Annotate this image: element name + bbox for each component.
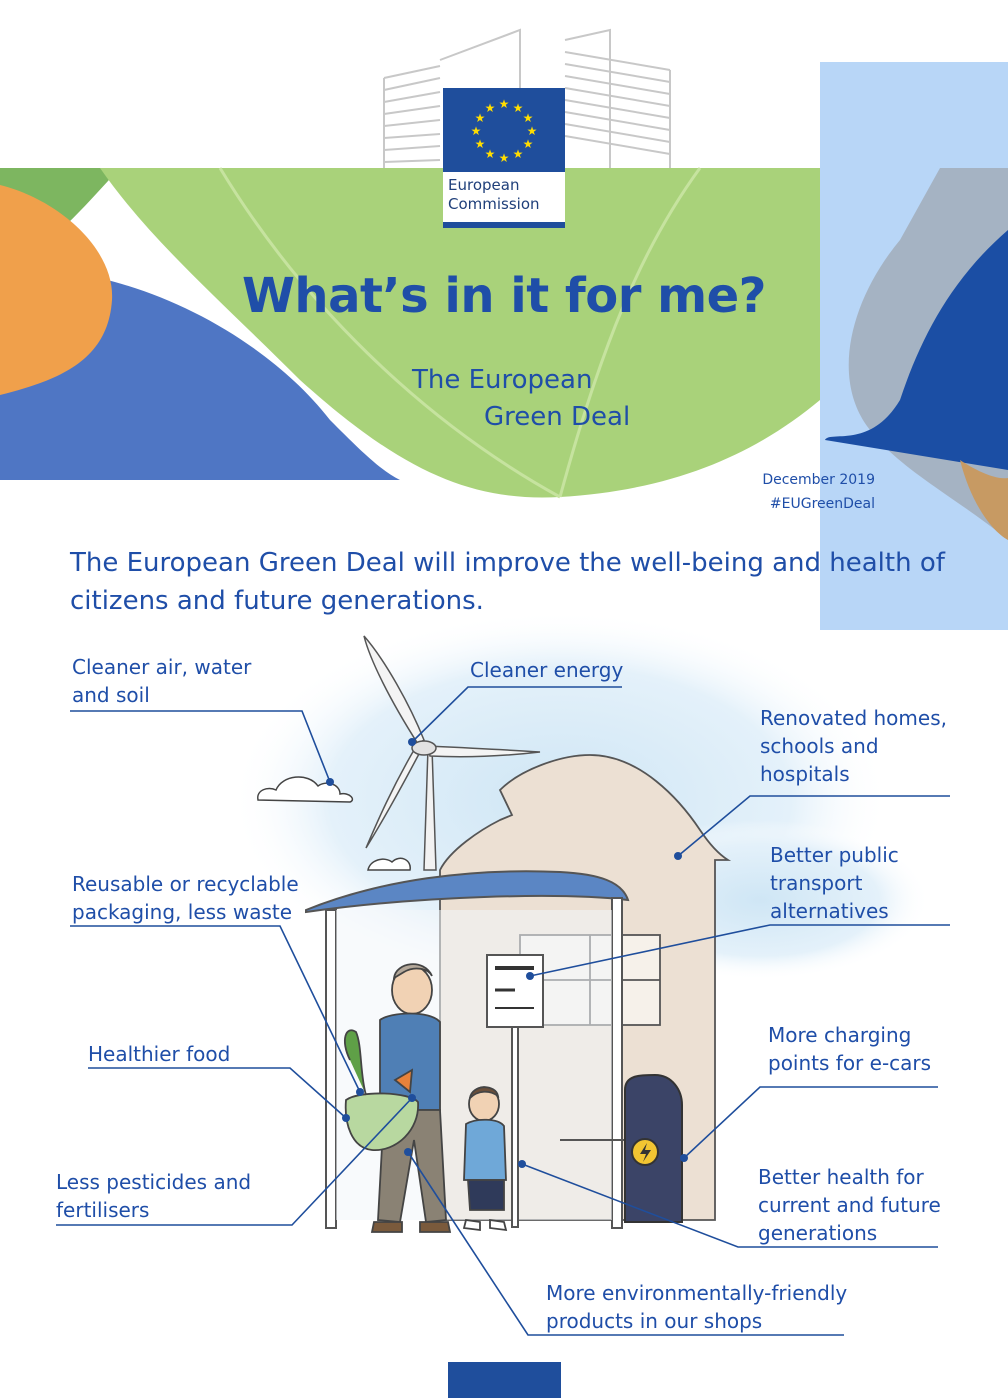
benefit-energy-line: Cleaner energy <box>470 658 624 682</box>
benefit-homes <box>760 704 947 788</box>
benefit-homes-line: schools and <box>760 734 879 758</box>
subtitle-line1: The European <box>412 365 593 395</box>
svg-text:★: ★ <box>484 147 496 161</box>
charging-station-illustration <box>625 1075 682 1222</box>
svg-text:★: ★ <box>470 124 482 138</box>
svg-text:★: ★ <box>512 147 524 161</box>
org-name-line2: Commission <box>448 195 540 213</box>
benefit-pesticides-line: fertilisers <box>56 1198 150 1222</box>
benefit-energy <box>470 656 623 684</box>
benefit-packaging-line: Reusable or recyclable <box>72 872 299 896</box>
benefit-food <box>88 1040 230 1068</box>
svg-text:★: ★ <box>474 137 486 151</box>
svg-text:★: ★ <box>498 97 510 111</box>
benefit-homes-line: Renovated homes, <box>760 706 947 730</box>
logo-underline <box>443 222 565 228</box>
intro-text: The European Green Deal will improve the well-being and health of citizens and future generations. <box>70 548 945 616</box>
svg-text:★: ★ <box>474 111 486 125</box>
benefit-health-line: current and future <box>758 1193 941 1217</box>
org-name-line1: European <box>448 176 520 194</box>
benefit-charging-line: More charging <box>768 1023 912 1047</box>
benefit-health-line: generations <box>758 1221 878 1245</box>
footer-bar <box>448 1362 561 1398</box>
svg-text:★: ★ <box>522 137 534 151</box>
benefit-charging <box>768 1021 931 1077</box>
subtitle-line2: Green Deal <box>484 402 631 432</box>
page-title: What’s in it for me? <box>241 268 767 324</box>
benefit-air-line: Cleaner air, water <box>72 655 252 679</box>
benefit-products-line: products in our shops <box>546 1309 763 1333</box>
benefit-homes-line: hospitals <box>760 762 850 786</box>
benefit-charging-line: points for e-cars <box>768 1051 932 1075</box>
svg-text:★: ★ <box>484 101 496 115</box>
benefit-transport-line: alternatives <box>770 899 889 923</box>
benefit-packaging <box>72 870 299 926</box>
svg-text:★: ★ <box>498 151 510 165</box>
benefit-pesticides <box>56 1168 251 1224</box>
publication-date: December 2019 <box>762 472 875 488</box>
benefit-air-line: and soil <box>72 683 150 707</box>
benefit-air <box>72 653 251 709</box>
svg-text:★: ★ <box>512 101 524 115</box>
svg-text:★: ★ <box>522 111 534 125</box>
leader-food <box>88 1068 346 1118</box>
benefit-health-line: Better health for <box>758 1165 924 1189</box>
benefit-transport-line: transport <box>770 871 863 895</box>
hashtag: #EUGreenDeal <box>769 496 875 512</box>
benefit-food-line: Healthier food <box>88 1042 231 1066</box>
benefit-transport <box>770 841 899 925</box>
benefit-products-line: More environmentally-friendly <box>546 1281 848 1305</box>
leader-charging <box>684 1087 938 1158</box>
svg-text:★: ★ <box>526 124 538 138</box>
eu-flag-stars-icon <box>443 88 565 172</box>
benefit-pesticides-line: Less pesticides and <box>56 1170 252 1194</box>
benefit-health <box>758 1163 941 1247</box>
benefit-packaging-line: packaging, less waste <box>72 900 293 924</box>
benefit-transport-line: Better public <box>770 843 899 867</box>
benefit-products <box>546 1279 847 1335</box>
org-name <box>448 176 540 214</box>
